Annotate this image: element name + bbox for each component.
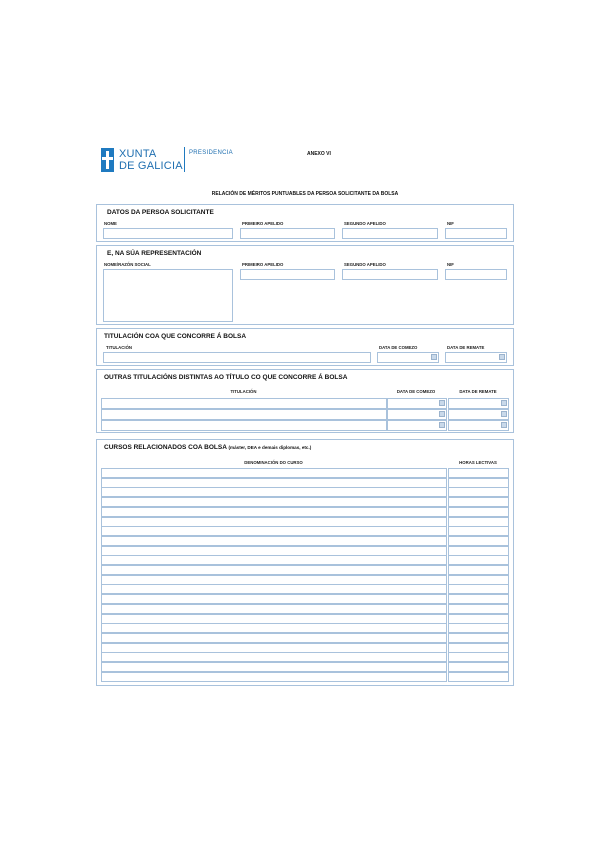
course-name-field[interactable] [101, 487, 447, 497]
degree-section-title: TITULACIÓN COA QUE CONCORRE Á BOLSA [104, 333, 247, 340]
degree-section [96, 328, 514, 366]
other-end-field[interactable] [448, 409, 509, 420]
applicant-section [96, 204, 514, 242]
other-degree-field[interactable] [101, 398, 387, 409]
rep-nif-field[interactable] [445, 269, 507, 280]
course-name-field[interactable] [101, 507, 447, 517]
calendar-icon[interactable] [499, 354, 505, 360]
other-start-field[interactable] [387, 409, 447, 420]
calendar-icon[interactable] [439, 411, 445, 417]
nif-field[interactable] [445, 228, 507, 239]
course-hours-field[interactable] [448, 478, 509, 488]
course-hours-field[interactable] [448, 575, 509, 585]
document-title: RELACIÓN DE MÉRITOS PUNTUABLES DA PERSOA SOLICITANTE DA BOLSA [211, 191, 399, 197]
logo-text [119, 148, 183, 172]
course-name-field[interactable] [101, 623, 447, 633]
course-name-field[interactable] [101, 555, 447, 565]
courses-section [96, 439, 514, 686]
course-hours-field[interactable] [448, 623, 509, 633]
company-name-field[interactable] [103, 269, 233, 322]
other-degree-field[interactable] [101, 409, 387, 420]
logo-line-1: XUNTA [119, 148, 157, 160]
course-hours-field[interactable] [448, 536, 509, 546]
course-hours-field[interactable] [448, 672, 509, 682]
representative-section-title: E, NA SÚA REPRESENTACIÓN [107, 250, 202, 257]
other-start-field[interactable] [387, 420, 447, 431]
course-name-field[interactable] [101, 517, 447, 527]
course-name-column-header: DENOMINACIÓN DO CURSO [244, 460, 303, 465]
rep-surname2-field[interactable] [342, 269, 438, 280]
degree-start-field[interactable] [377, 352, 439, 363]
course-hours-field[interactable] [448, 507, 509, 517]
rep-nif-label: NIF [447, 262, 454, 267]
calendar-icon[interactable] [439, 400, 445, 406]
courses-title: CURSOS RELACIONADOS COA BOLSA [104, 444, 227, 451]
course-hours-field[interactable] [448, 497, 509, 507]
other-degrees-section-title: OUTRAS TITULACIÓNS DISTINTAS AO TÍTULO CO QUE CONCORRE Á BOLSA [104, 374, 348, 381]
course-name-field[interactable] [101, 497, 447, 507]
course-hours-field[interactable] [448, 526, 509, 536]
course-name-field[interactable] [101, 672, 447, 682]
degree-end-field[interactable] [445, 352, 507, 363]
course-hours-field[interactable] [448, 614, 509, 624]
course-name-field[interactable] [101, 584, 447, 594]
other-end-field[interactable] [448, 398, 509, 409]
course-hours-field[interactable] [448, 468, 509, 478]
rep-surname1-label: PRIMEIRO APELIDO [242, 262, 284, 267]
degree-end-label: DATA DE REMATE [447, 345, 485, 350]
other-degrees-section [96, 369, 514, 433]
annex-label: ANEXO VI [307, 151, 331, 157]
course-name-field[interactable] [101, 594, 447, 604]
course-hours-column-header: HORAS LECTIVAS [459, 460, 497, 465]
course-hours-field[interactable] [448, 487, 509, 497]
courses-subtitle: (máster, DEA e demais diplomas, etc.) [228, 445, 312, 450]
course-hours-field[interactable] [448, 662, 509, 672]
galicia-flag-icon [101, 148, 114, 172]
degree-field[interactable] [103, 352, 371, 363]
applicant-section-title: DATOS DA PERSOA SOLICITANTE [107, 209, 214, 216]
course-hours-field[interactable] [448, 604, 509, 614]
course-name-field[interactable] [101, 604, 447, 614]
course-hours-field[interactable] [448, 517, 509, 527]
course-name-field[interactable] [101, 565, 447, 575]
rep-surname2-label: SEGUNDO APELIDO [344, 262, 386, 267]
course-name-field[interactable] [101, 652, 447, 662]
course-name-field[interactable] [101, 526, 447, 536]
other-degree-column-header: TITULACIÓN [230, 389, 257, 394]
name-label: NOME [104, 221, 117, 226]
other-start-column-header: DATA DE COMEZO [396, 389, 436, 394]
calendar-icon[interactable] [501, 400, 507, 406]
course-name-field[interactable] [101, 614, 447, 624]
surname1-label: PRIMEIRO APELIDO [242, 221, 284, 226]
course-name-field[interactable] [101, 546, 447, 556]
course-name-field[interactable] [101, 468, 447, 478]
course-name-field[interactable] [101, 575, 447, 585]
surname1-field[interactable] [240, 228, 335, 239]
course-hours-field[interactable] [448, 594, 509, 604]
courses-section-title [104, 444, 311, 451]
department-label: PRESIDENCIA [189, 150, 233, 156]
calendar-icon[interactable] [431, 354, 437, 360]
company-name-label: NOME/RAZÓN SOCIAL [104, 262, 151, 267]
rep-surname1-field[interactable] [240, 269, 335, 280]
course-name-field[interactable] [101, 662, 447, 672]
course-name-field[interactable] [101, 536, 447, 546]
logo-separator [184, 147, 185, 172]
calendar-icon[interactable] [501, 422, 507, 428]
calendar-icon[interactable] [501, 411, 507, 417]
other-end-column-header: DATA DE REMATE [459, 389, 497, 394]
surname2-label: SEGUNDO APELIDO [344, 221, 386, 226]
course-hours-field[interactable] [448, 565, 509, 575]
course-name-field[interactable] [101, 478, 447, 488]
nif-label: NIF [447, 221, 454, 226]
course-hours-field[interactable] [448, 652, 509, 662]
other-start-field[interactable] [387, 398, 447, 409]
calendar-icon[interactable] [439, 422, 445, 428]
course-hours-field[interactable] [448, 584, 509, 594]
other-end-field[interactable] [448, 420, 509, 431]
degree-label: TITULACIÓN [106, 345, 133, 350]
degree-start-label: DATA DE COMEZO [379, 345, 418, 350]
course-hours-field[interactable] [448, 555, 509, 565]
course-name-field[interactable] [101, 633, 447, 643]
course-name-field[interactable] [101, 643, 447, 653]
representative-section [96, 245, 514, 325]
course-hours-field[interactable] [448, 546, 509, 556]
other-degree-field[interactable] [101, 420, 387, 431]
course-hours-field[interactable] [448, 643, 509, 653]
surname2-field[interactable] [342, 228, 438, 239]
logo-line-2: DE GALICIA [119, 160, 183, 172]
name-field[interactable] [103, 228, 233, 239]
course-hours-field[interactable] [448, 633, 509, 643]
